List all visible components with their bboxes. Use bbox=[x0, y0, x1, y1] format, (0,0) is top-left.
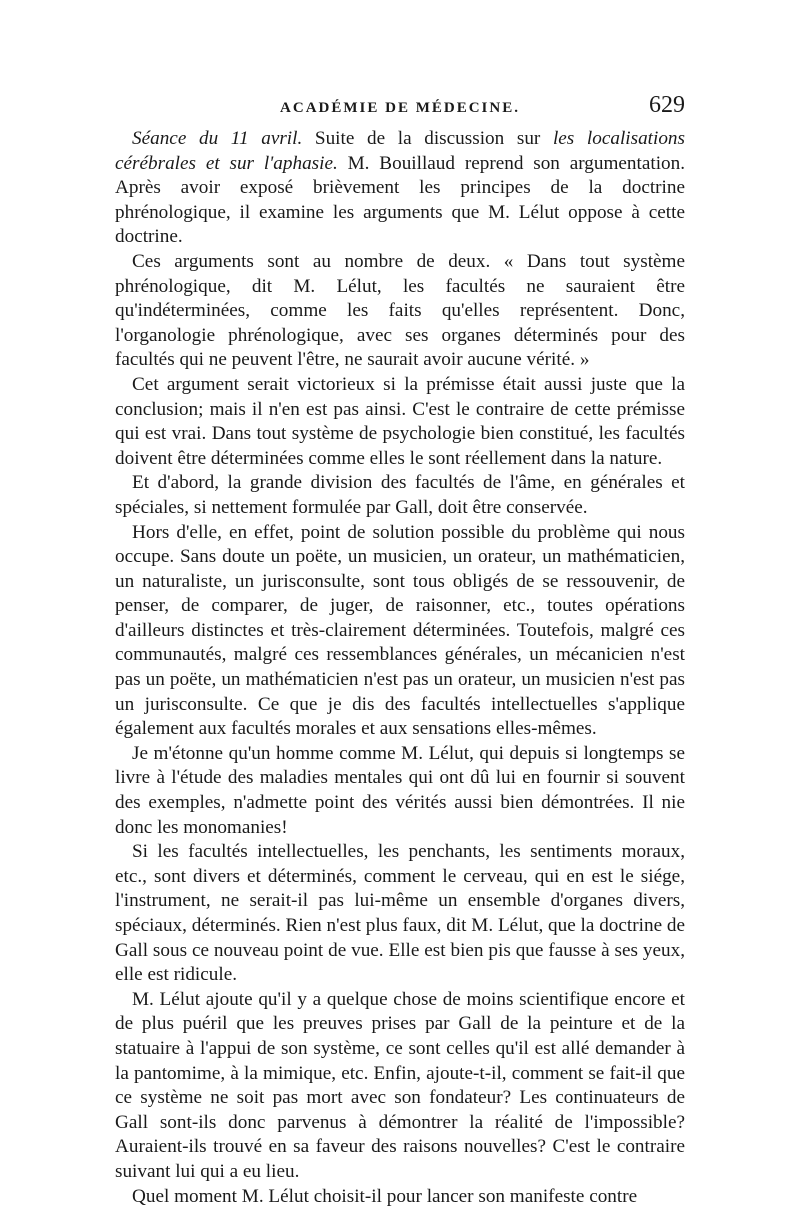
paragraph: Si les facultés intellectuelles, les penchants, les sentiments moraux, etc., sont divers et déterminés, comment le cerveau, qui en est le siége, l'instrument, ne serait-il pas lui-même un ensemble d'organes divers, spéciaux, déterminés. Rien n'est plus faux, dit M. Lélut, que la doctrine de Gall sous ce nouveau point de vue. Elle est bien pis que fausse à ses yeux, elle est ridicule. bbox=[115, 841, 685, 986]
paragraph: Hors d'elle, en effet, point de solution possible du problème qui nous occupe. Sans doute un poëte, un musicien, un orateur, un mathématicien, un naturaliste, un jurisconsulte, sont tous obligés de se ressouvenir, de penser, de comparer, de juger, de raisonner, etc., toutes opérations d'ailleurs distinctes et très-clairement déterminées. Toutefois, malgré ces communautés, malgré ces ressemblances générales, un mécanicien n'est pas un poëte, un mathématicien n'est pas un orateur, un musicien n'est pas un jurisconsulte. Ce que je dis des facultés intellectuelles s'applique également aux facultés morales et aux sensations elles-mêmes. bbox=[115, 521, 685, 740]
paragraph: Cet argument serait victorieux si la prémisse était aussi juste que la conclusion; mais il n'en est pas ainsi. C'est le contraire de cette prémisse qui est vrai. Dans tout système de psychologie bien constitué, les facultés doivent être déterminées comme elles le sont réellement dans la nature. bbox=[115, 373, 685, 469]
paragraph: Je m'étonne qu'un homme comme M. Lélut, qui depuis si longtemps se livre à l'étude des maladies mentales qui ont dû lui en fournir si souvent des exemples, n'admette point des vérités aussi bien démontrées. Il nie donc les monomanies! bbox=[115, 742, 685, 838]
paragraph: Séance du 11 avril. Suite de la discussion sur les localisations cérébrales et sur l'aphasie. M. Bouillaud reprend son argumentation. Après avoir exposé brièvement les principes de la doctrine phrénologique, il examine les arguments que M. Lélut oppose à cette doctrine. bbox=[115, 128, 686, 248]
paragraph: Ces arguments sont au nombre de deux. « Dans tout système phrénologique, dit M. Lélut, les facultés ne sauraient être qu'indéterminées, comme les faits qu'elles représentent. Donc, l'organologie phrénologique, avec ses organes déterminés pour des facultés qui ne peuvent l'être, ne saurait avoir aucune vérité. » bbox=[115, 250, 685, 371]
session-date: Séance du 11 avril. bbox=[132, 128, 303, 149]
page-number: 629 bbox=[649, 92, 685, 118]
running-title: ACADÉMIE DE MÉDECINE. bbox=[280, 100, 520, 116]
body-text bbox=[115, 127, 685, 1209]
paragraph: Et d'abord, la grande division des facultés de l'âme, en générales et spéciales, si nettement formulée par Gall, doit être conservée. bbox=[115, 472, 685, 518]
discussion-topic: les localisations cérébrales et sur l'aphasie. bbox=[115, 128, 685, 174]
page-header bbox=[115, 88, 685, 128]
paragraph: M. Lélut ajoute qu'il y a quelque chose de moins scientifique encore et de plus puéril que les preuves prises par Gall de la peinture et de la statuaire à l'appui de son système, ce sont celles qu'il est allé demander à la pantomime, à la mimique, etc. Enfin, ajoute-t-il, comment se fait-il que ce système ne soit pas mort avec son fondateur? Les continuateurs de Gall sont-ils donc parvenus à démontrer la réalité de l'impossible? Auraient-ils trouvé en sa faveur des raisons nouvelles? C'est le contraire suivant lui qui a eu lieu. bbox=[115, 988, 685, 1182]
paragraph: Quel moment M. Lélut choisit-il pour lancer son manifeste contre bbox=[132, 1185, 638, 1207]
